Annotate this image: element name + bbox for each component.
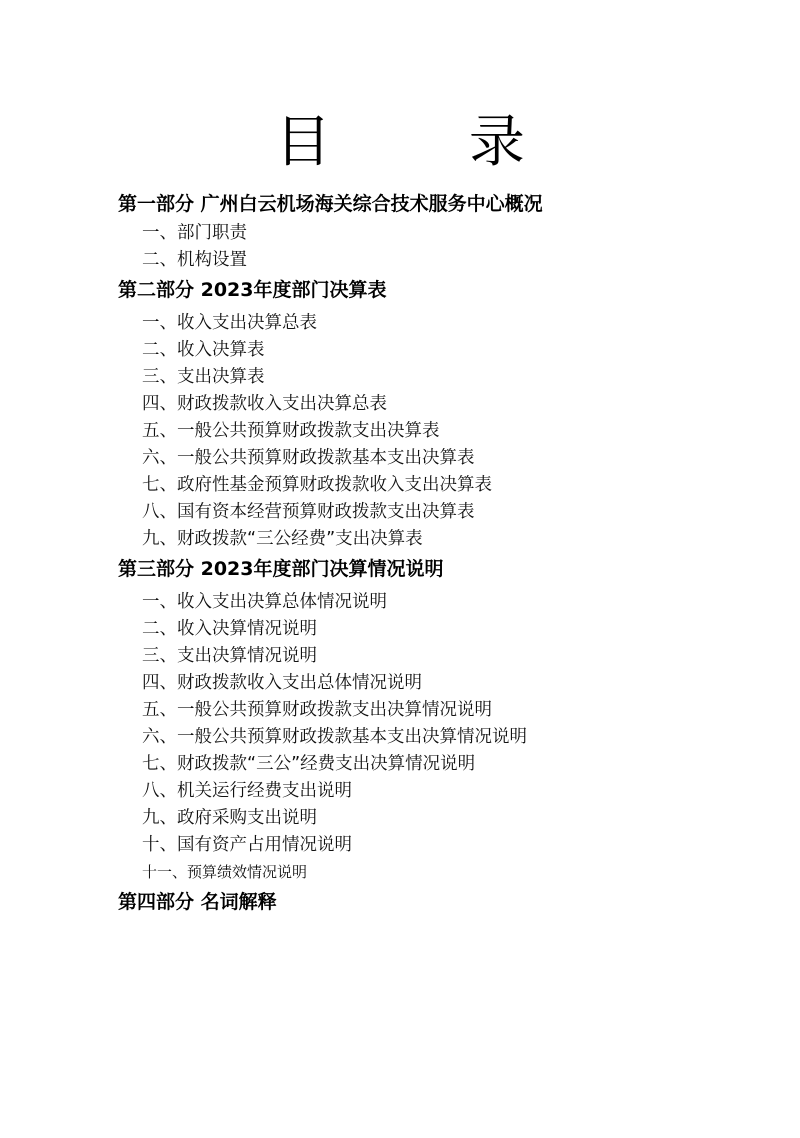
section-item-list <box>118 589 758 886</box>
toc-item[interactable]: 十、国有资产占用情况说明 <box>142 835 352 855</box>
toc-section-2 <box>118 274 758 553</box>
section-item-list <box>118 310 758 553</box>
toc-item[interactable]: 四、财政拨款收入支出决算总表 <box>142 394 387 414</box>
section-heading[interactable]: 第一部分 广州白云机场海关综合技术服务中心概况 <box>118 193 543 215</box>
toc-item[interactable]: 二、机构设置 <box>142 250 247 270</box>
toc-item[interactable]: 九、财政拨款“三公经费”支出决算表 <box>142 529 423 549</box>
toc-item[interactable]: 七、政府性基金预算财政拨款收入支出决算表 <box>142 475 492 495</box>
toc-item[interactable]: 九、政府采购支出说明 <box>142 808 317 828</box>
toc-section-3 <box>118 553 758 886</box>
toc-item[interactable]: 一、收入支出决算总表 <box>142 313 317 333</box>
page-title: 目 录 <box>275 110 585 175</box>
toc-item[interactable]: 三、支出决算表 <box>142 367 265 387</box>
toc-item[interactable]: 三、支出决算情况说明 <box>142 646 317 666</box>
toc-item[interactable]: 二、收入决算情况说明 <box>142 619 317 639</box>
toc-item[interactable]: 六、一般公共预算财政拨款基本支出决算情况说明 <box>142 727 527 747</box>
toc-item[interactable]: 五、一般公共预算财政拨款支出决算情况说明 <box>142 700 492 720</box>
toc-item[interactable]: 五、一般公共预算财政拨款支出决算表 <box>142 421 440 441</box>
toc-item[interactable]: 四、财政拨款收入支出总体情况说明 <box>142 673 422 693</box>
table-of-contents <box>118 188 758 918</box>
section-heading[interactable]: 第四部分 名词解释 <box>118 891 277 913</box>
toc-item[interactable]: 八、机关运行经费支出说明 <box>142 781 352 801</box>
section-item-list <box>118 220 758 274</box>
section-heading[interactable]: 第二部分 2023年度部门决算表 <box>118 279 387 301</box>
toc-item[interactable]: 六、一般公共预算财政拨款基本支出决算表 <box>142 448 475 468</box>
toc-item[interactable]: 十一、预算绩效情况说明 <box>142 863 308 881</box>
toc-section-4 <box>118 886 758 918</box>
toc-item[interactable]: 二、收入决算表 <box>142 340 265 360</box>
toc-item[interactable]: 七、财政拨款“三公”经费支出决算情况说明 <box>142 754 476 774</box>
section-heading[interactable]: 第三部分 2023年度部门决算情况说明 <box>118 558 444 580</box>
toc-section-1 <box>118 188 758 274</box>
toc-item[interactable]: 一、部门职责 <box>142 223 247 243</box>
toc-item[interactable]: 八、国有资本经营预算财政拨款支出决算表 <box>142 502 475 522</box>
toc-item[interactable]: 一、收入支出决算总体情况说明 <box>142 592 387 612</box>
